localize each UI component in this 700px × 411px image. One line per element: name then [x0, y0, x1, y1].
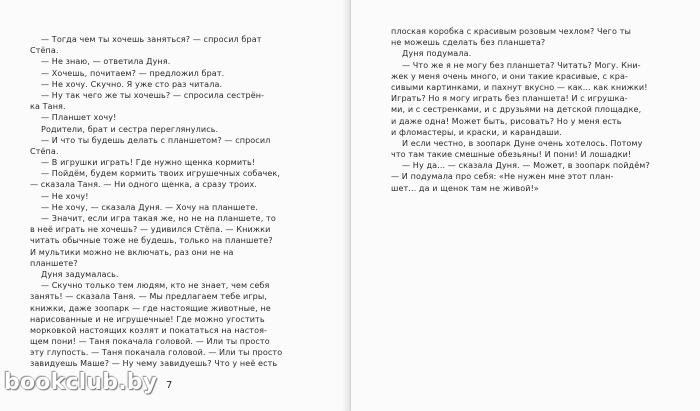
text-line: эту глупость. — Таня покачала головой. — Или ты просто [30, 348, 283, 358]
text-line: — И подумала про себя: «Не нужен мне этот план- [391, 172, 614, 182]
text-line: — Пойдём, будем кормить твоих игрушечных собачек, [41, 169, 281, 179]
left-page [0, 0, 349, 411]
text-line: Дуня подумала. [402, 49, 472, 59]
text-line: Дуня задумалась. [41, 269, 119, 279]
text-line: щем пони! — Таня покачала головой. — Или ты просто [30, 337, 270, 347]
text-line: в неё играть не хочешь? — удивился Стёпа. — Книжки [30, 225, 271, 235]
text-line: И если честно, в зоопарк Дуне очень хотелось. Потому [402, 138, 643, 148]
text-line: — Ну так чего же ты хочешь? — спросила сестрён- [41, 90, 265, 100]
text-line: занять! — сказала Таня. — Мы предлагаем тебе игры, [30, 292, 267, 302]
text-line: Стёпа. [30, 46, 59, 56]
text-line: — Что же я не могу без планшета? Читать? Могу. Кни- [402, 60, 641, 70]
text-line: плоская коробка с красивым розовым чехлом? Чего ты [391, 27, 631, 36]
text-line: ка Таня. [30, 102, 66, 112]
text-line: — Планшет хочу! [41, 113, 117, 123]
text-line: — Хочешь, почитаем? — предложил брат. [41, 68, 225, 78]
text-line: — Тогда чем ты хочешь заняться? — спросил брат [41, 35, 262, 44]
right-page-text [391, 26, 661, 194]
text-line: — Не хочу. Скучно. Я уже сто раз читала. [41, 79, 223, 89]
text-line: морковкой настоящих козлят и покататься на настоя- [30, 325, 268, 335]
text-line: Играть? Но я могу играть без планшета! И с игрушка- [391, 94, 628, 104]
text-line: — Не хочу! [41, 191, 89, 201]
text-line: Родители, брат и сестра переглянулись. [41, 124, 219, 134]
text-line: планшете? [30, 258, 78, 268]
text-line: и даже одна! Может быть, рисовать? Но у меня есть [391, 116, 622, 126]
text-line: — Ну да... — сказала Дуня. — Может, в зоопарк пойдём? [402, 161, 650, 171]
right-page [351, 0, 700, 411]
text-line: сивыми картинками, и пахнут вкусно — как... как книжки! [391, 82, 648, 92]
text-line: книжки, даже зоопарк — где настоящие животные, не [30, 303, 271, 313]
text-line: жек у меня очень много, и они такие красивые, с кра- [391, 71, 629, 81]
text-line: ми, и с сестренками, и с друзьями на детской площадке, [391, 105, 642, 115]
text-line: — сказала Таня. — Ни одного щенка, а сразу троих. [30, 180, 257, 190]
text-line: — В игрушки играть! Где нужно щенка кормить! [41, 158, 256, 168]
text-line: И мультики можно не включать, раз они не на [30, 247, 234, 257]
page-number: 7 [166, 380, 173, 391]
text-line: — Скучно только тем людям, кто не знает, чем себя [41, 281, 270, 291]
text-line: что там такие смешные обезьяны! И пони! И лошадки! [391, 150, 632, 160]
text-line: — Значит, если игра такая же, но не на планшете, то [41, 214, 276, 223]
text-line: — Не хочу, — сказала Дуня. — Хочу на планшете. [41, 202, 258, 212]
text-line: — И что ты будешь делать с планшетом? — спросил [41, 135, 271, 145]
text-line: нарисованные и не игрушечные! Где можно угостить [30, 314, 265, 324]
text-line: Стёпа. [30, 146, 59, 156]
text-line: не можешь сделать без планшета? [391, 38, 546, 48]
watermark-logo: bookclub.by [4, 370, 158, 395]
left-page-text [30, 34, 315, 370]
text-line: шет... да и щенок там не живой!» [391, 183, 539, 193]
text-line: читать обычные тоже не будешь, только на планшете? [30, 236, 273, 246]
text-line: — Не знаю, — ответила Дуня. [41, 57, 171, 67]
text-line: и фломастеры, и краски, и карандаши. [391, 127, 562, 137]
text-line: завидуешь Маше? — Ну чему завидуешь? Что у неё есть [30, 359, 278, 369]
